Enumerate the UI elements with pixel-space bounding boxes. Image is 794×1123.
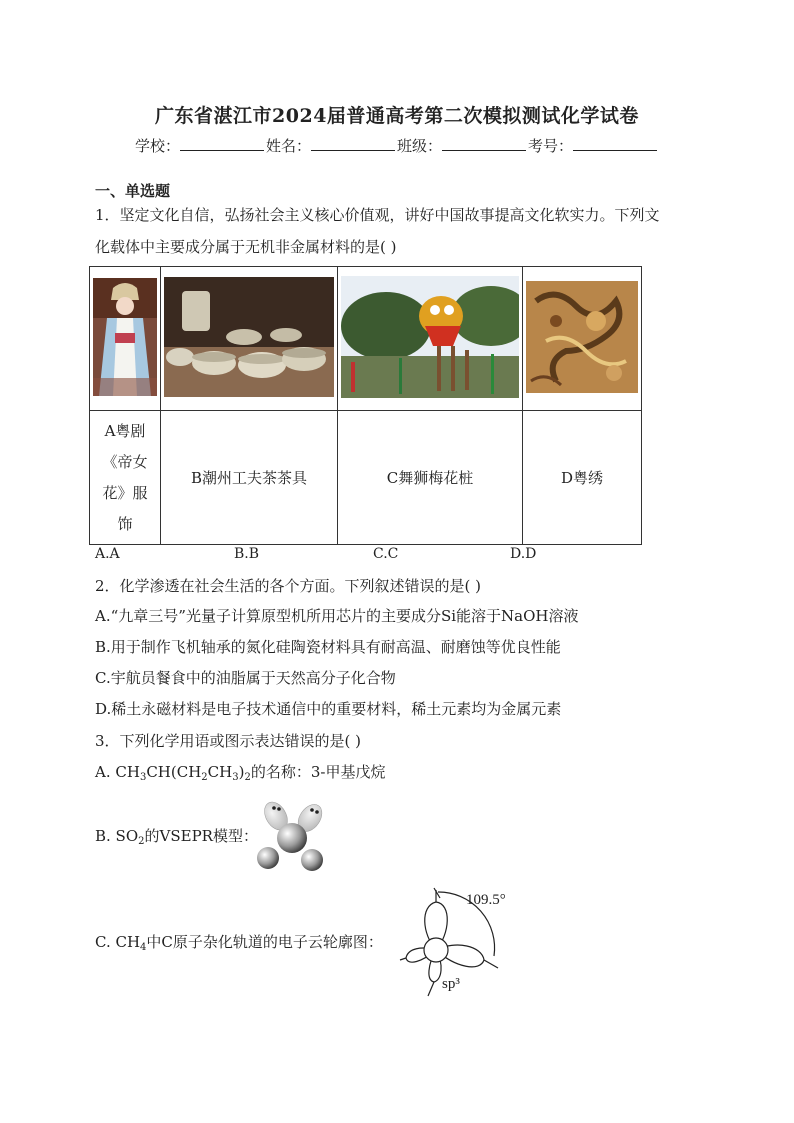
- school-label: 学校：: [134, 137, 180, 155]
- q1-option-a[interactable]: A.A: [95, 546, 120, 562]
- name-label: 姓名：: [265, 137, 311, 155]
- q2-stem: 2．化学渗透在社会生活的各个方面。下列叙述错误的是( ): [95, 577, 482, 595]
- q1-stem-line1: 1．坚定文化自信，弘扬社会主义核心价值观，讲好中国故事提高文化软实力。下列文: [95, 206, 660, 224]
- cell-a-line: 花》服: [102, 483, 148, 502]
- section-heading: 一、单选题: [95, 182, 171, 200]
- image-cell-d: [523, 267, 642, 411]
- q3-stem: 3．下列化学用语或图示表达错误的是( ): [95, 732, 362, 750]
- q1-option-d[interactable]: D.D: [510, 546, 537, 562]
- q3-option-b[interactable]: B. $SO_2$的VSEPR模型：: [95, 827, 258, 847]
- cantonese-embroidery-image: [526, 281, 638, 393]
- q1-image-table: [89, 266, 642, 545]
- q2-option-b[interactable]: B.用于制作飞机轴承的氮化硅陶瓷材料具有耐高温、耐磨蚀等优良性能: [95, 638, 561, 656]
- cell-a-line: A粤剧: [104, 421, 146, 440]
- option-label-cell-d: D粤绣: [523, 411, 642, 545]
- image-cell-c: [338, 267, 523, 411]
- number-label: 考号：: [528, 137, 574, 155]
- name-blank[interactable]: [311, 137, 395, 151]
- class-blank[interactable]: [442, 137, 526, 151]
- exam-title: 广东省湛江市2024届普通高考第二次模拟测试化学试卷: [155, 105, 639, 127]
- school-blank[interactable]: [180, 137, 264, 151]
- cell-a-line: 《帝女: [102, 452, 148, 471]
- angle-label: 109.5°: [466, 892, 506, 908]
- sp3-orbital-diagram: [398, 884, 522, 1000]
- image-cell-b: [161, 267, 338, 411]
- image-cell-a: [90, 267, 161, 411]
- q2-option-d[interactable]: D.稀土永磁材料是电子技术通信中的重要材料，稀土元素均为金属元素: [95, 700, 562, 718]
- number-blank[interactable]: [573, 137, 657, 151]
- q3-option-a[interactable]: A. $CH_3CH(CH_2CH_3)_2$的名称：3-甲基戊烷: [95, 763, 386, 783]
- option-label-cell-b: B潮州工夫茶茶具: [161, 411, 338, 545]
- q2-option-a[interactable]: A.“九章三号”光量子计算原型机所用芯片的主要成分Si能溶于NaOH溶液: [95, 607, 579, 625]
- option-label-cell-c: C舞狮梅花桩: [338, 411, 523, 545]
- cell-a-line: 饰: [117, 514, 133, 533]
- q2-option-c[interactable]: C.宇航员餐食中的油脂属于天然高分子化合物: [95, 669, 396, 687]
- q1-option-b[interactable]: B.B: [234, 546, 260, 562]
- q1-stem-line2: 化载体中主要成分属于无机非金属材料的是( ): [95, 238, 397, 256]
- student-info-line: [0, 135, 794, 156]
- cantonese-opera-costume-image: [93, 278, 157, 396]
- lion-dance-image: [341, 276, 519, 398]
- class-label: 班级：: [397, 137, 443, 155]
- sp3-label: sp³: [442, 976, 460, 992]
- vsepr-model-diagram: [248, 798, 332, 874]
- q3-option-c[interactable]: C. $CH_4$中C原子杂化轨道的电子云轮廓图：: [95, 933, 383, 953]
- q1-option-c[interactable]: C.C: [373, 546, 399, 562]
- tea-set-image: [164, 277, 334, 397]
- option-label-cell-a: [90, 411, 161, 545]
